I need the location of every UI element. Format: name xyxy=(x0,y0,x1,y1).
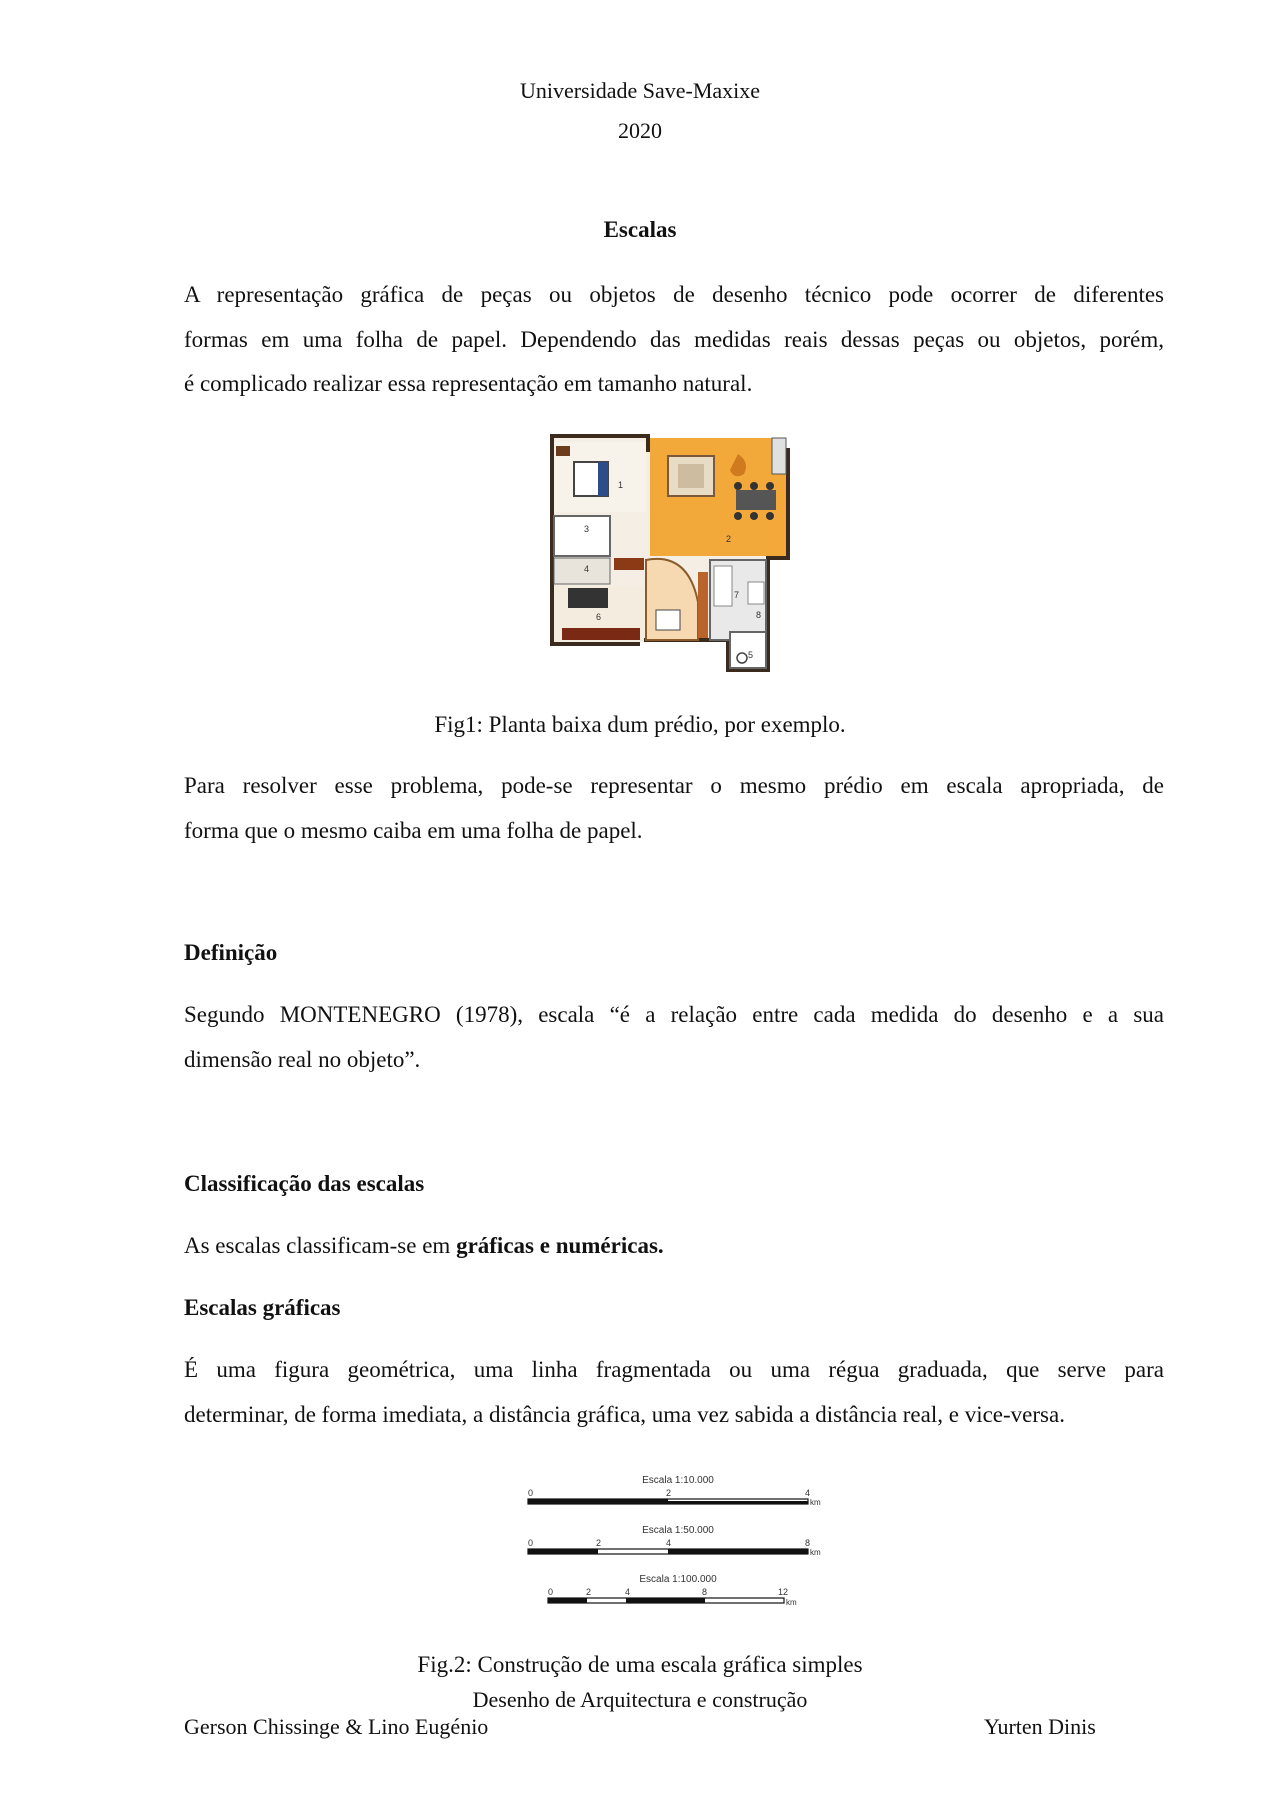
scale-2-tick-8: 8 xyxy=(805,1538,811,1548)
scale-1-segment-2 xyxy=(668,1501,808,1504)
footer-course: Desenho de Arquitectura e construção xyxy=(472,1687,808,1712)
institution-name: Universidade Save-Maxixe xyxy=(519,78,761,103)
classification-text xyxy=(184,1233,664,1259)
room-number-6: 6 xyxy=(596,612,602,622)
scale-3-tick-0: 0 xyxy=(548,1587,554,1597)
intro-line-2: formas em uma folha de papel. Dependendo das medidas reais dessas peças ou objetos, porém, xyxy=(184,326,1164,352)
solution-line-1: Para resolver esse problema, pode-se representar o mesmo prédio em escala apropriada, de xyxy=(184,773,1164,798)
figure-1-caption: Fig1: Planta baixa dum prédio, por exemplo. xyxy=(434,712,846,737)
scale-1-label: Escala 1:10.000 xyxy=(642,1475,714,1486)
scale-3-tick-2: 2 xyxy=(586,1587,592,1597)
room-number-1: 1 xyxy=(618,480,624,490)
figure-2-caption: Fig.2: Construção de uma escala gráfica simples xyxy=(417,1652,863,1677)
room-number-2: 2 xyxy=(726,534,732,544)
definition-line-1: Segundo MONTENEGRO (1978), escala “é a relação entre cada medida do desenho e a sua xyxy=(184,1002,1164,1027)
scale-3-unit: km xyxy=(786,1598,797,1607)
scale-2-tick-0: 0 xyxy=(528,1538,534,1548)
classification-heading: Classificação das escalas xyxy=(184,1171,425,1196)
room-number-3: 3 xyxy=(584,524,590,534)
footer-teacher: Yurten Dinis xyxy=(984,1714,1096,1739)
scale-2-segment-1 xyxy=(528,1549,598,1554)
footer-authors: Gerson Chissinge & Lino Eugénio xyxy=(184,1714,489,1739)
scale-2-label: Escala 1:50.000 xyxy=(642,1525,714,1536)
classification-types: gráficas e numéricas. xyxy=(456,1233,664,1258)
definition-paragraph xyxy=(184,993,1164,1082)
scale-3-tick-4: 4 xyxy=(625,1587,631,1597)
scale-1-unit: km xyxy=(810,1498,821,1507)
scale-1-tick-2: 2 xyxy=(666,1488,672,1498)
graphic-scales-heading: Escalas gráficas xyxy=(184,1295,341,1320)
intro-paragraph xyxy=(184,273,1164,407)
graphic-scale-figure xyxy=(516,1470,836,1620)
room-number-5: 5 xyxy=(748,650,754,660)
solution-paragraph xyxy=(184,764,1164,853)
scale-2-unit: km xyxy=(810,1548,821,1557)
scale-2-tick-2: 2 xyxy=(596,1538,602,1548)
document-year: 2020 xyxy=(618,118,662,143)
scale-3-tick-12: 12 xyxy=(778,1587,789,1597)
definition-line-2: dimensão real no objeto”. xyxy=(184,1046,421,1072)
scale-2-segment-3 xyxy=(668,1549,808,1554)
intro-line-1: A representação gráfica de peças ou objetos de desenho técnico pode ocorrer de diferentes xyxy=(184,282,1164,307)
graphic-scales-line-1: É uma figura geométrica, uma linha fragmentada ou uma régua graduada, que serve para xyxy=(184,1357,1164,1382)
scale-3-tick-8: 8 xyxy=(702,1587,708,1597)
intro-line-3: é complicado realizar essa representação em tamanho natural. xyxy=(184,371,753,396)
scale-3-segment-1 xyxy=(548,1598,587,1603)
scale-2-tick-4: 4 xyxy=(666,1538,672,1548)
room-number-8: 8 xyxy=(756,610,762,620)
room-number-4: 4 xyxy=(584,564,590,574)
classification-text-prefix: As escalas classificam-se em xyxy=(184,1233,457,1258)
definition-heading: Definição xyxy=(184,940,278,965)
section-title: Escalas xyxy=(603,217,677,242)
graphic-scales-paragraph xyxy=(184,1348,1164,1437)
scale-1-segment-1 xyxy=(528,1499,668,1504)
floor-plan-image xyxy=(548,432,804,676)
scale-3-segment-3 xyxy=(626,1598,705,1603)
graphic-scales-line-2: determinar, de forma imediata, a distância gráfica, uma vez sabida a distância real, e vice-versa. xyxy=(184,1401,1065,1427)
solution-line-2: forma que o mesmo caiba em uma folha de papel. xyxy=(184,817,643,843)
scale-3-label: Escala 1:100.000 xyxy=(639,1574,717,1585)
scale-1-tick-4: 4 xyxy=(805,1488,811,1498)
room-number-7: 7 xyxy=(734,590,740,600)
scale-1-tick-0: 0 xyxy=(528,1488,534,1498)
